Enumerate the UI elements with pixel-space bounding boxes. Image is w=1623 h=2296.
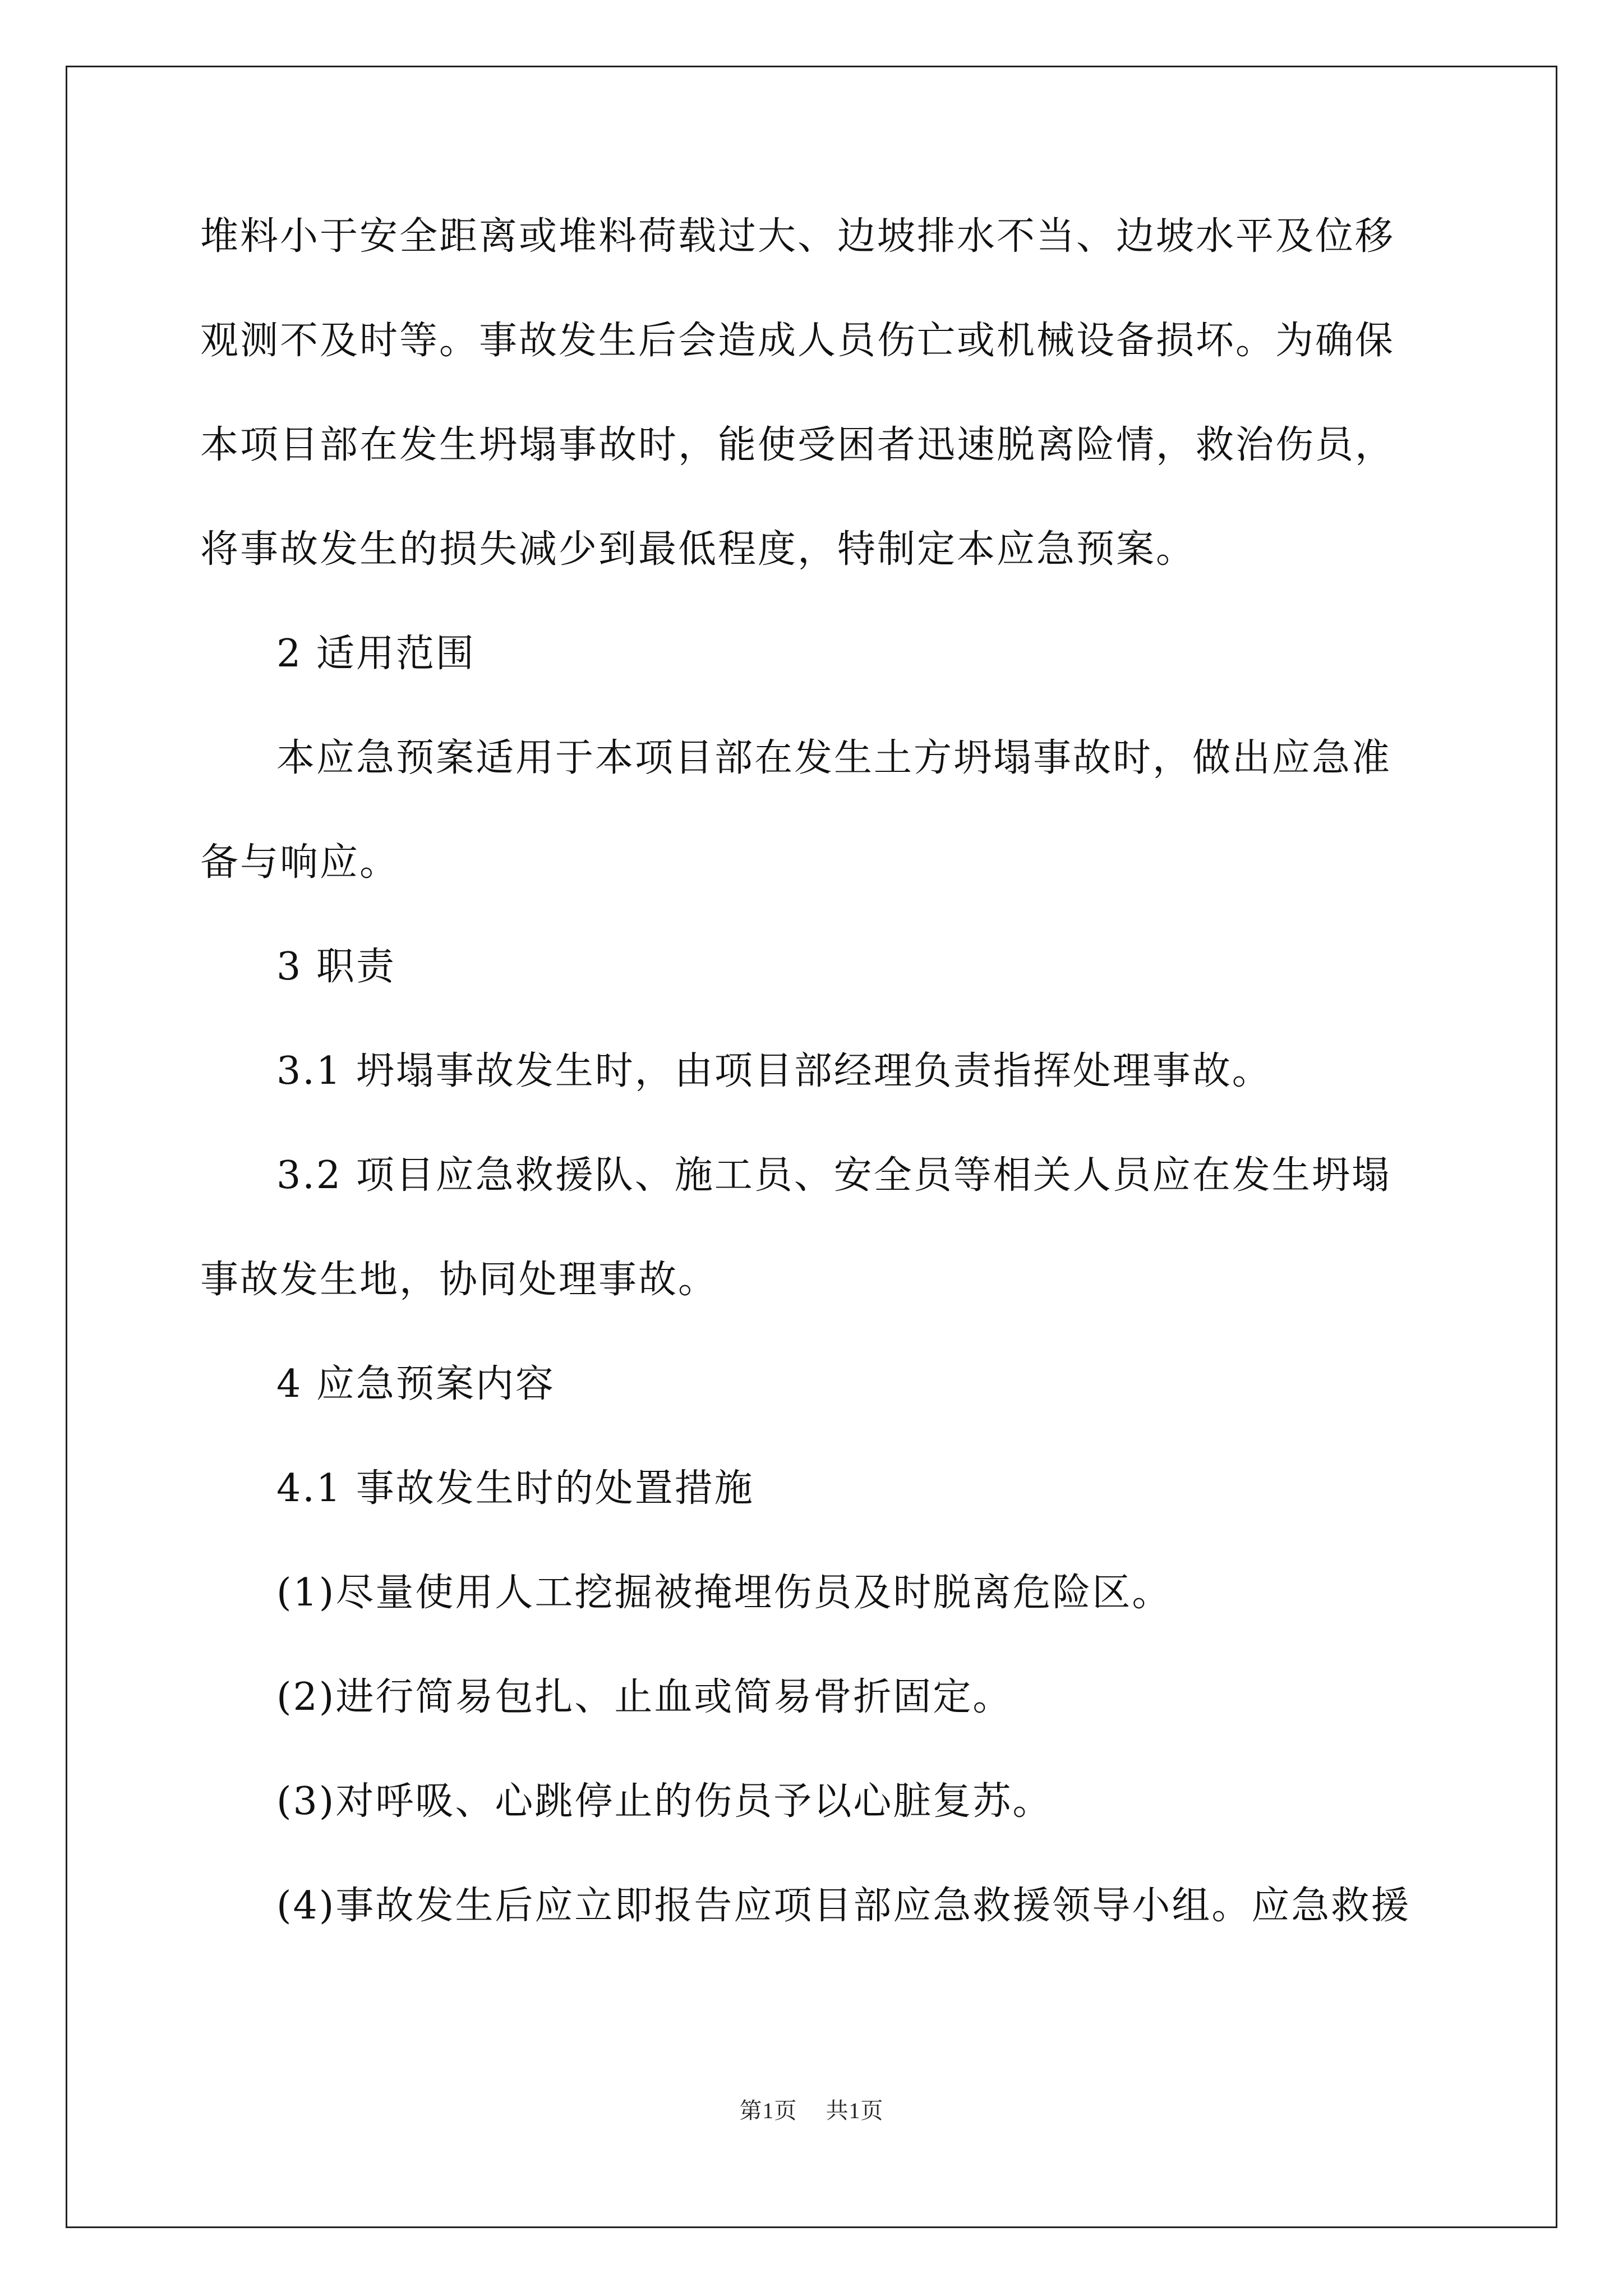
list-item: (4)事故发生后应立即报告应项目部应急救援领导小组。应急救援 xyxy=(276,1884,1411,1928)
body-line: 3.2 项目应急救援队、施工员、安全员等相关人员应在发生坍塌 xyxy=(276,1153,1391,1198)
body-line: 堆料小于安全距离或堆料荷载过大、边坡排水不当、边坡水平及位移 xyxy=(200,214,1395,259)
page-number: 第1页 xyxy=(739,2098,797,2123)
subsection-heading: 4.1 事故发生时的处置措施 xyxy=(276,1466,754,1511)
body-line: 将事故发生的损失减少到最低程度，特制定本应急预案。 xyxy=(200,527,1196,572)
page-total: 共1页 xyxy=(826,2098,884,2123)
body-line: 事故发生地，协同处理事故。 xyxy=(200,1258,718,1302)
section-heading: 4 应急预案内容 xyxy=(276,1362,555,1406)
body-line: 备与响应。 xyxy=(200,840,400,885)
list-item: (3)对呼吸、心跳停止的伤员予以心脏复苏。 xyxy=(276,1779,1053,1824)
document-body xyxy=(200,214,1434,1991)
body-line: 3.1 坍塌事故发生时，由项目部经理负责指挥处理事故。 xyxy=(276,1049,1272,1093)
list-item: (2)进行简易包扎、止血或简易骨折固定。 xyxy=(276,1675,1013,1719)
list-item: (1)尽量使用人工挖掘被掩埋伤员及时脱离危险区。 xyxy=(276,1571,1172,1615)
section-heading: 3 职责 xyxy=(276,945,396,989)
body-line: 本应急预案适用于本项目部在发生土方坍塌事故时，做出应急准 xyxy=(276,736,1392,780)
body-line: 观测不及时等。事故发生后会造成人员伤亡或机械设备损坏。为确保 xyxy=(200,319,1395,363)
page-footer xyxy=(0,2099,1623,2123)
body-line: 本项目部在发生坍塌事故时，能使受困者迅速脱离险情，救治伤员， xyxy=(200,423,1395,467)
section-heading: 2 适用范围 xyxy=(276,632,476,676)
